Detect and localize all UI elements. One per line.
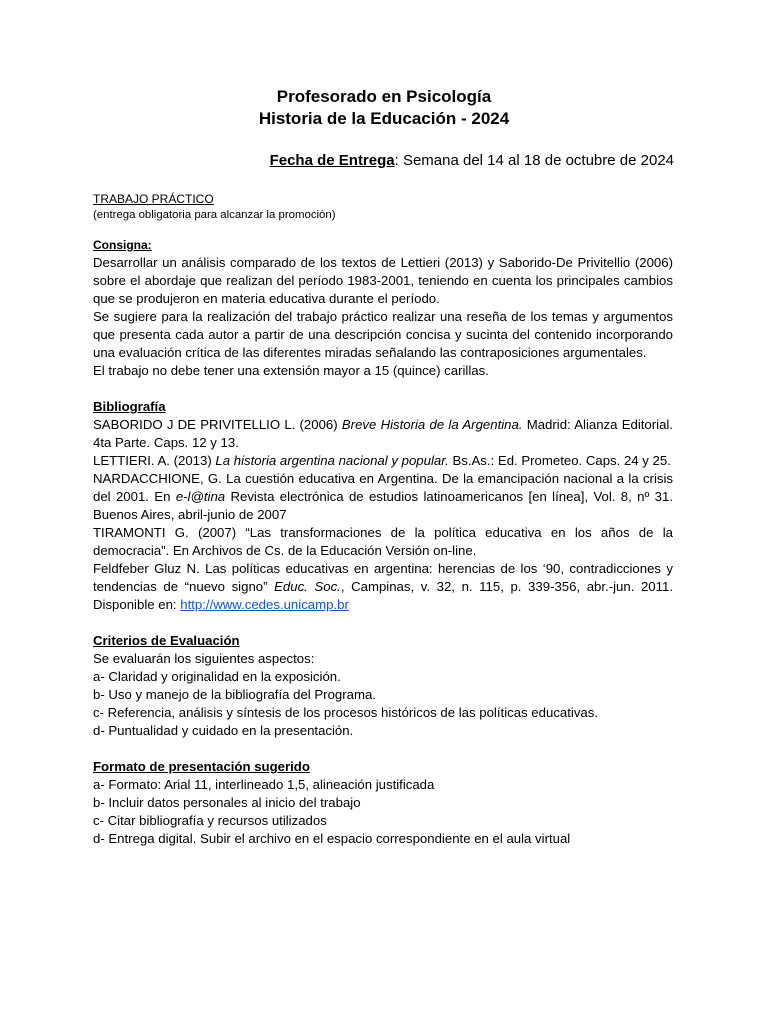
criteria-item: c- Referencia, análisis y síntesis de los procesos históricos de las políticas educativas. <box>93 705 599 720</box>
document-body <box>93 191 673 848</box>
criteria-item: b- Uso y manejo de la bibliografía del Programa. <box>93 687 376 702</box>
format-item: d- Entrega digital. Subir el archivo en el espacio correspondiente en el aula virtual <box>93 831 571 846</box>
bib-entry-nardacchione: NARDACCHIONE, G. La cuestión educativa en Argentina. De la emancipación nacional a la crisis del 2001. En e-l@tina Revista electrónica de estudios latinoamericanos [en línea], Vol. 8, nº 31. Buenos Aires, abril-junio de 2007 <box>93 471 673 522</box>
consigna-paragraph-3: El trabajo no debe tener una extensión mayor a 15 (quince) carillas. <box>93 363 489 378</box>
format-item: a- Formato: Arial 11, interlineado 1,5, alineación justificada <box>93 777 435 792</box>
consigna-paragraph-2: Se sugiere para la realización del trabajo práctico realizar una reseña de los temas y argumentos que presenta cada autor a partir de una descripción concisa y sucinta del contenido incorporando una evaluación crítica de las diferentes miradas señalando las contraposiciones argumentales. <box>93 309 673 360</box>
bib-entry-lettieri: LETTIERI. A. (2013) La historia argentina nacional y popular. Bs.As.: Ed. Prometeo. Caps. 24 y 25. <box>93 453 671 468</box>
assignment-note: (entrega obligatoria para alcanzar la promoción) <box>93 209 336 221</box>
bibliography-heading: Bibliografía <box>93 399 166 414</box>
consigna-paragraph-1: Desarrollar un análisis comparado de los textos de Lettieri (2013) y Saborido-De Privitellio (2006) sobre el abordaje que realizan del período 1983-2001, teniendo en cuenta los principales cambios que se produjeron en materia educativa durante el período. <box>93 255 673 306</box>
bib-entry-feldfeber: Feldfeber Gluz N. Las políticas educativas en argentina: herencias de los ‘90, contradicciones y tendencias de “nuevo signo” Educ. Soc., Campinas, v. 32, n. 115, p. 339-356, abr.-jun. 2011. Disponible en: http://www.cedes.unicamp.br <box>93 561 673 612</box>
title-block <box>0 86 768 130</box>
bib-entry-saborido: SABORIDO J DE PRIVITELLIO L. (2006) Breve Historia de la Argentina. Madrid: Alianza Editorial. 4ta Parte. Caps. 12 y 13. <box>93 417 673 450</box>
cedes-link[interactable]: http://www.cedes.unicamp.br <box>180 597 349 612</box>
assignment-heading: TRABAJO PRÁCTICO <box>93 192 214 206</box>
criteria-item: a- Claridad y originalidad en la exposición. <box>93 669 341 684</box>
criteria-heading: Criterios de Evaluación <box>93 633 240 648</box>
format-item: c- Citar bibliografía y recursos utilizados <box>93 813 327 828</box>
course-title: Historia de la Educación - 2024 <box>258 109 510 128</box>
delivery-date <box>0 151 674 171</box>
delivery-date-value: : Semana del 14 al 18 de octubre de 2024 <box>394 152 674 169</box>
program-title: Profesorado en Psicología <box>276 87 492 106</box>
delivery-date-label: Fecha de Entrega <box>269 152 395 169</box>
bib-entry-tiramonti: TIRAMONTI G. (2007) “Las transformaciones de la política educativa en los años de la democracia”. En Archivos de Cs. de la Educación Versión on-line. <box>93 525 673 558</box>
criteria-intro: Se evaluarán los siguientes aspectos: <box>93 651 315 666</box>
format-heading: Formato de presentación sugerido <box>93 759 310 774</box>
consigna-heading: Consigna: <box>93 238 152 252</box>
format-item: b- Incluir datos personales al inicio del trabajo <box>93 795 361 810</box>
criteria-item: d- Puntualidad y cuidado en la presentación. <box>93 723 354 738</box>
